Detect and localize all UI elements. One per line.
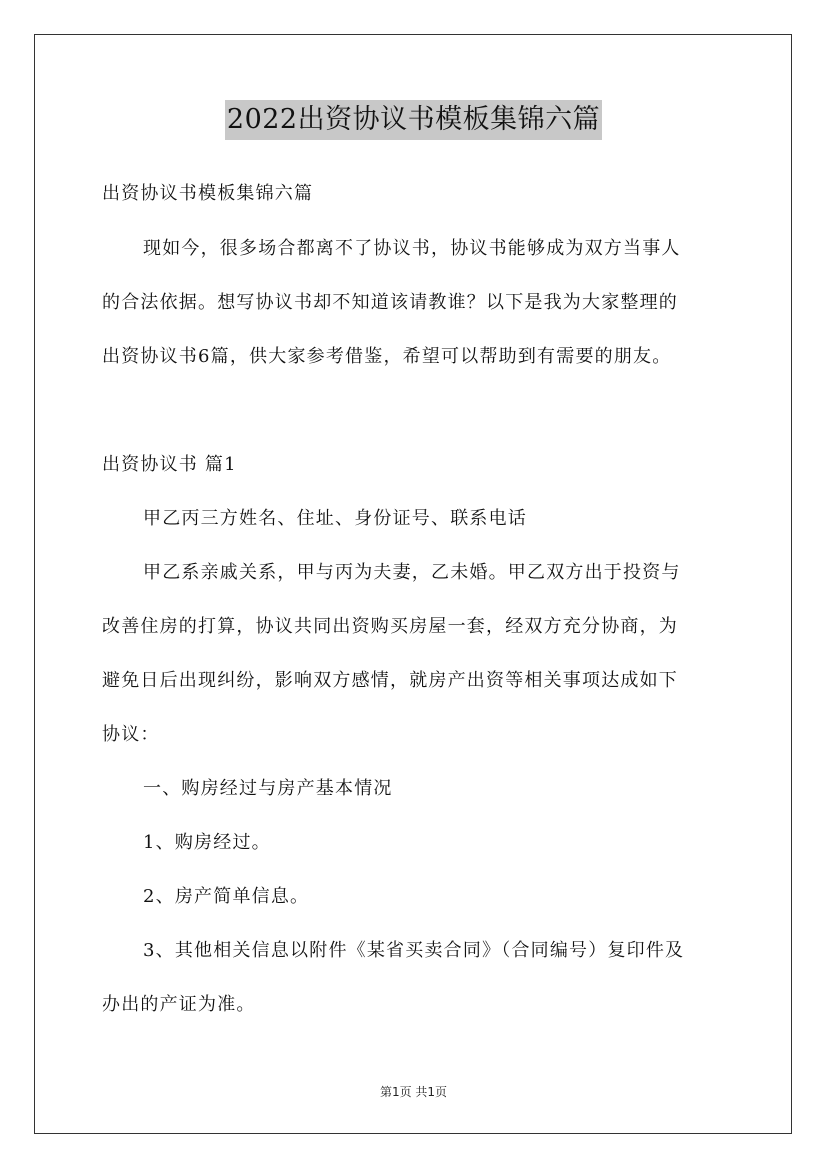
relation-line-4: 协议：: [102, 724, 160, 745]
intro-line-3: 出资协议书6篇，供大家参考借鉴，希望可以帮助到有需要的朋友。: [102, 346, 672, 367]
page-footer: 第1页 共1页: [379, 1085, 448, 1099]
relation-line-2: 改善住房的打算，协议共同出资购买房屋一套，经双方充分协商，为: [102, 616, 678, 637]
relation-line-1: 甲乙系亲戚关系，甲与丙为夫妻，乙未婚。甲乙双方出于投资与: [143, 562, 681, 583]
item-1: 1、购房经过。: [143, 832, 271, 853]
intro-line-1: 现如今，很多场合都离不了协议书，协议书能够成为双方当事人: [143, 238, 681, 259]
parties-line: 甲乙丙三方姓名、住址、身份证号、联系电话: [143, 508, 527, 529]
intro-line-2: 的合法依据。想写协议书却不知道该请教谁？以下是我为大家整理的: [102, 292, 678, 313]
item-2: 2、房产简单信息。: [143, 886, 310, 907]
document-subtitle: 出资协议书模板集锦六篇: [102, 183, 314, 204]
item-3-line-2: 办出的产证为准。: [102, 994, 256, 1015]
document-title-text: 2022出资协议书模板集锦六篇: [225, 100, 602, 140]
clause-heading: 一、购房经过与房产基本情况: [143, 778, 393, 799]
relation-line-3: 避免日后出现纠纷，影响双方感情，就房产出资等相关事项达成如下: [102, 670, 678, 691]
document-title: [0, 100, 827, 140]
item-3-line-1: 3、其他相关信息以附件《某省买卖合同》（合同编号）复印件及: [143, 940, 685, 961]
section-heading: 出资协议书 篇1: [102, 454, 237, 475]
